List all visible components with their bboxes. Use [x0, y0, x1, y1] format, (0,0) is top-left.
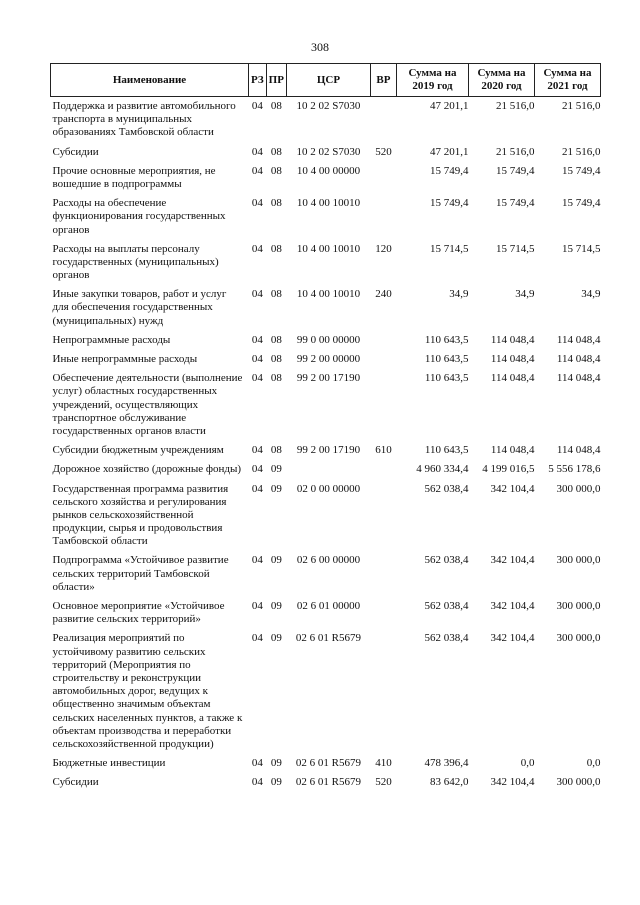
cell-name: Поддержка и развитие автомобильного транспорта в муниципальных образованиях Тамбовской области [52, 100, 236, 139]
cell-pr: 09 [270, 463, 282, 476]
cell-csr: 10 4 00 10010 [296, 197, 361, 210]
cell-sum-2021: 114 048,4 [556, 444, 601, 457]
cell-vr [370, 460, 396, 479]
cell-csr: 02 6 00 00000 [296, 554, 361, 567]
cell-sum-2021: 300 000,0 [556, 776, 601, 789]
cell-name: Обеспечение деятельности (выполнение услуг) областных государственных учреждений, осуществляющих транспортное обслуживание государственных органов власти [52, 372, 243, 437]
cell-sum-2021: 21 516,0 [561, 100, 601, 112]
cell-pr: 08 [270, 444, 282, 457]
cell-vr [370, 350, 396, 369]
cell-sum-2020: 15 714,5 [495, 242, 535, 255]
cell-sum-2019: 110 643,5 [424, 333, 469, 346]
cell-sum-2020: 342 104,4 [490, 600, 535, 612]
cell-csr: 02 6 01 R5679 [295, 776, 361, 789]
cell-rz: 04 [251, 100, 263, 112]
cell-pr: 08 [270, 242, 282, 255]
cell-sum-2021: 300 000,0 [556, 554, 601, 567]
cell-sum-2021: 15 749,4 [561, 197, 601, 210]
cell-sum-2019: 110 643,5 [424, 444, 469, 457]
cell-rz: 04 [251, 333, 263, 346]
cell-sum-2019: 47 201,1 [429, 145, 469, 158]
cell-pr: 09 [270, 776, 282, 789]
cell-vr: 120 [375, 242, 392, 255]
cell-vr [370, 162, 396, 194]
cell-sum-2020: 342 104,4 [490, 554, 535, 567]
cell-name: Реализация мероприятий по устойчивому развитию сельских территорий (Мероприятия по строительству и реконструкции автомобильных дорог, ведущих к общественно значимым объектам сельских населенных пунктов, а также к объектам производства и переработки сельскохозяйственной продукции) [52, 632, 243, 750]
header-vr: ВР [370, 64, 396, 97]
cell-sum-2019: 562 038,4 [424, 632, 469, 645]
table-body [51, 97, 601, 793]
cell-sum-2021: 34,9 [581, 288, 601, 301]
cell-csr: 99 2 00 17190 [296, 372, 361, 385]
cell-rz: 04 [251, 757, 263, 770]
table-row [51, 331, 601, 350]
table-row [51, 597, 601, 629]
cell-sum-2021: 15 749,4 [561, 164, 601, 177]
cell-sum-2019: 34,9 [449, 288, 469, 301]
header-name: Наименование [51, 64, 249, 97]
cell-pr: 09 [270, 632, 282, 645]
cell-rz: 04 [251, 353, 263, 365]
cell-name: Подпрограмма «Устойчивое развитие сельских территорий Тамбовской области» [52, 554, 229, 593]
cell-sum-2020: 0,0 [520, 757, 535, 770]
cell-pr: 08 [270, 197, 282, 210]
cell-sum-2020: 34,9 [515, 288, 535, 301]
cell-sum-2021: 21 516,0 [561, 145, 601, 158]
cell-vr [370, 331, 396, 350]
header-rz: РЗ [249, 64, 267, 97]
cell-name: Прочие основные мероприятия, не вошедшие в подпрограммы [52, 164, 216, 190]
cell-csr: 02 6 01 00000 [296, 600, 361, 612]
table-row [51, 162, 601, 194]
cell-pr: 08 [270, 164, 282, 177]
cell-vr: 240 [375, 288, 392, 301]
cell-csr: 10 2 02 S7030 [296, 145, 361, 158]
cell-sum-2019: 15 714,5 [429, 242, 469, 255]
cell-vr [370, 480, 396, 552]
table-row [51, 441, 601, 460]
cell-name: Иные непрограммные расходы [52, 353, 198, 365]
cell-pr: 09 [270, 554, 282, 567]
cell-vr [370, 629, 396, 754]
cell-sum-2019: 562 038,4 [424, 600, 469, 612]
cell-pr: 08 [270, 353, 282, 365]
cell-pr: 09 [270, 600, 282, 612]
cell-csr: 02 0 00 00000 [296, 482, 361, 495]
cell-sum-2020: 114 048,4 [490, 333, 535, 346]
cell-rz: 04 [251, 463, 263, 476]
cell-sum-2021: 114 048,4 [556, 372, 601, 385]
cell-pr: 09 [270, 482, 282, 495]
cell-sum-2021: 300 000,0 [556, 600, 601, 612]
cell-pr: 08 [270, 288, 282, 301]
table-row [51, 240, 601, 286]
cell-rz: 04 [251, 632, 263, 645]
cell-pr: 08 [270, 372, 282, 385]
table-row [51, 460, 601, 479]
cell-rz: 04 [251, 482, 263, 495]
cell-csr [286, 460, 370, 479]
cell-vr [370, 369, 396, 441]
cell-name: Бюджетные инвестиции [52, 757, 166, 770]
header-sum-2021: Сумма на 2021 год [534, 64, 600, 97]
table-row [51, 773, 601, 792]
cell-sum-2021: 5 556 178,6 [548, 463, 601, 476]
cell-csr: 10 4 00 10010 [296, 242, 361, 255]
cell-csr: 99 2 00 17190 [296, 444, 361, 457]
table-row [51, 97, 601, 143]
cell-csr: 10 2 02 S7030 [296, 100, 361, 112]
cell-pr: 08 [270, 333, 282, 346]
cell-vr [370, 97, 396, 143]
cell-rz: 04 [251, 776, 263, 789]
table-header-row [51, 64, 601, 97]
cell-sum-2020: 114 048,4 [490, 353, 535, 365]
cell-sum-2020: 15 749,4 [495, 197, 535, 210]
cell-sum-2021: 15 714,5 [561, 242, 601, 255]
cell-pr: 09 [270, 757, 282, 770]
cell-sum-2020: 21 516,0 [495, 145, 535, 158]
header-pr: ПР [266, 64, 286, 97]
cell-sum-2020: 114 048,4 [490, 444, 535, 457]
cell-name: Субсидии бюджетным учреждениям [52, 444, 224, 457]
cell-sum-2019: 15 749,4 [429, 197, 469, 210]
cell-pr: 08 [270, 145, 282, 158]
cell-rz: 04 [251, 145, 263, 158]
cell-sum-2021: 0,0 [586, 757, 601, 770]
cell-rz: 04 [251, 444, 263, 457]
cell-sum-2019: 110 643,5 [424, 353, 469, 365]
cell-sum-2019: 15 749,4 [429, 164, 469, 177]
table-row [51, 369, 601, 441]
cell-csr: 02 6 01 R5679 [295, 632, 361, 645]
page-number: 308 [311, 40, 329, 54]
cell-sum-2020: 21 516,0 [495, 100, 535, 112]
table-row [51, 551, 601, 597]
cell-vr: 410 [375, 757, 392, 770]
cell-name: Государственная программа развития сельского хозяйства и регулирования рынков сельскохозяйственной продукции, сырья и продовольствия Тамбовской области [52, 482, 229, 548]
cell-csr: 99 2 00 00000 [296, 353, 361, 365]
cell-sum-2020: 4 199 016,5 [482, 463, 535, 476]
cell-sum-2019: 47 201,1 [429, 100, 469, 112]
table-row [51, 629, 601, 754]
cell-rz: 04 [251, 242, 263, 255]
cell-rz: 04 [251, 164, 263, 177]
cell-name: Субсидии [52, 776, 99, 789]
cell-vr [370, 551, 396, 597]
cell-name: Основное мероприятие «Устойчивое развитие сельских территорий» [52, 600, 225, 626]
cell-csr: 99 0 00 00000 [296, 333, 361, 346]
cell-sum-2019: 562 038,4 [424, 482, 469, 495]
cell-rz: 04 [251, 288, 263, 301]
cell-sum-2020: 15 749,4 [495, 164, 535, 177]
cell-name: Расходы на обеспечение функционирования государственных органов [52, 197, 226, 236]
table-row [51, 480, 601, 552]
cell-rz: 04 [251, 197, 263, 210]
header-csr: ЦСР [286, 64, 370, 97]
cell-name: Иные закупки товаров, работ и услуг для обеспечения государственных (муниципальных) нужд [52, 288, 227, 327]
cell-rz: 04 [251, 600, 263, 612]
cell-vr [370, 597, 396, 629]
cell-pr: 08 [270, 100, 282, 112]
cell-name: Непрограммные расходы [52, 333, 171, 346]
cell-csr: 10 4 00 00000 [296, 164, 361, 177]
cell-sum-2019: 478 396,4 [424, 757, 469, 770]
cell-sum-2019: 110 643,5 [424, 372, 469, 385]
cell-csr: 02 6 01 R5679 [295, 757, 361, 770]
cell-sum-2020: 342 104,4 [490, 776, 535, 789]
cell-rz: 04 [251, 372, 263, 385]
cell-sum-2021: 300 000,0 [556, 482, 601, 495]
table-row [51, 754, 601, 773]
header-sum-2019: Сумма на 2019 год [396, 64, 468, 97]
cell-sum-2019: 4 960 334,4 [416, 463, 469, 476]
budget-table [50, 63, 601, 792]
cell-rz: 04 [251, 554, 263, 567]
cell-name: Дорожное хозяйство (дорожные фонды) [52, 463, 242, 476]
cell-vr: 520 [375, 145, 392, 158]
header-sum-2020: Сумма на 2020 год [468, 64, 534, 97]
cell-sum-2019: 562 038,4 [424, 554, 469, 567]
table-row [51, 194, 601, 240]
cell-sum-2021: 300 000,0 [556, 632, 601, 645]
table-row [51, 285, 601, 331]
table-row [51, 143, 601, 162]
cell-sum-2019: 83 642,0 [429, 776, 469, 789]
cell-vr: 520 [375, 776, 392, 789]
cell-sum-2020: 342 104,4 [490, 482, 535, 495]
cell-vr: 610 [375, 444, 392, 457]
cell-sum-2021: 114 048,4 [556, 353, 601, 365]
cell-name: Субсидии [52, 145, 99, 158]
cell-sum-2020: 114 048,4 [490, 372, 535, 385]
cell-sum-2020: 342 104,4 [490, 632, 535, 645]
cell-vr [370, 194, 396, 240]
cell-sum-2021: 114 048,4 [556, 333, 601, 346]
cell-csr: 10 4 00 10010 [296, 288, 361, 301]
cell-name: Расходы на выплаты персоналу государственных (муниципальных) органов [52, 242, 219, 282]
table-row [51, 350, 601, 369]
